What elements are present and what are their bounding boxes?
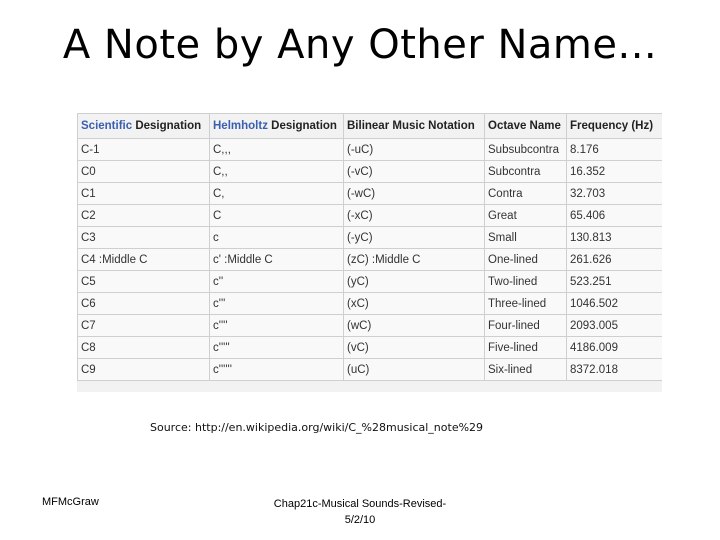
table-cell: (xC) — [344, 293, 485, 315]
column-header — [567, 114, 663, 139]
note-designation-table — [77, 113, 662, 381]
table-cell: 130.813 — [567, 227, 663, 249]
table-cell: Subcontra — [485, 161, 567, 183]
table-cell: (-wC) — [344, 183, 485, 205]
table-cell: C3 — [78, 227, 210, 249]
table-cell: C, — [210, 183, 344, 205]
table-cell: C — [210, 205, 344, 227]
table-cell: 8372.018 — [567, 359, 663, 381]
footer-chapter — [260, 496, 460, 528]
table-cell: C-1 — [78, 139, 210, 161]
table-cell: (-xC) — [344, 205, 485, 227]
table-cell: C9 — [78, 359, 210, 381]
table-row — [78, 227, 663, 249]
column-header — [485, 114, 567, 139]
table-cell: C6 — [78, 293, 210, 315]
footer-author: MFMcGraw — [42, 496, 99, 508]
header-link: Scientific — [81, 120, 133, 132]
header-label: Bilinear Music Notation — [347, 120, 475, 132]
table-row — [78, 183, 663, 205]
table-cell: C4 :Middle C — [78, 249, 210, 271]
table-cell: Two-lined — [485, 271, 567, 293]
table-cell: C0 — [78, 161, 210, 183]
table-cell: c' :Middle C — [210, 249, 344, 271]
table-cell: 8.176 — [567, 139, 663, 161]
table-cell: c'''' — [210, 315, 344, 337]
table-header-row — [78, 114, 663, 139]
table-cell: c — [210, 227, 344, 249]
header-link: Helmholtz — [213, 120, 268, 132]
footer-chapter-line1: Chap21c-Musical Sounds-Revised- — [273, 498, 447, 510]
table-cell: (-uC) — [344, 139, 485, 161]
table-cell: 261.626 — [567, 249, 663, 271]
table-cell: 32.703 — [567, 183, 663, 205]
table-cell: 16.352 — [567, 161, 663, 183]
table-cell: 1046.502 — [567, 293, 663, 315]
table-cell: C5 — [78, 271, 210, 293]
table-cell: (yC) — [344, 271, 485, 293]
source-citation: Source: http://en.wikipedia.org/wiki/C_%28musical_note%29 — [150, 421, 484, 434]
table-cell: Four-lined — [485, 315, 567, 337]
table-row — [78, 337, 663, 359]
table-cell: C,,, — [210, 139, 344, 161]
table-row — [78, 271, 663, 293]
column-header — [78, 114, 210, 139]
header-label: Frequency (Hz) — [570, 120, 654, 132]
table-cell: (wC) — [344, 315, 485, 337]
table-cell: (-vC) — [344, 161, 485, 183]
table-cell: 4186.009 — [567, 337, 663, 359]
table-cell: c'''''' — [210, 359, 344, 381]
table-row — [78, 315, 663, 337]
table-cell: 65.406 — [567, 205, 663, 227]
table-cell: Six-lined — [485, 359, 567, 381]
table-cell: 2093.005 — [567, 315, 663, 337]
table-cell: c'' — [210, 271, 344, 293]
column-header — [344, 114, 485, 139]
table-row — [78, 293, 663, 315]
table-cell: (vC) — [344, 337, 485, 359]
table-cell: One-lined — [485, 249, 567, 271]
table-cell: 523.251 — [567, 271, 663, 293]
table-cell: c''''' — [210, 337, 344, 359]
note-table-image — [77, 113, 662, 392]
header-label: Designation — [132, 120, 202, 132]
header-label: Designation — [267, 120, 337, 132]
slide-title: A Note by Any Other Name... — [62, 22, 658, 68]
table-cell: Three-lined — [485, 293, 567, 315]
table-cell: C8 — [78, 337, 210, 359]
table-cell: C1 — [78, 183, 210, 205]
table-body — [78, 139, 663, 381]
table-cell: C7 — [78, 315, 210, 337]
table-cell: (uC) — [344, 359, 485, 381]
table-cell: C,, — [210, 161, 344, 183]
table-row — [78, 359, 663, 381]
table-cell: (zC) :Middle C — [344, 249, 485, 271]
table-cell: Subsubcontra — [485, 139, 567, 161]
table-row — [78, 161, 663, 183]
table-row — [78, 249, 663, 271]
header-label: Octave Name — [488, 120, 561, 132]
table-cell: Small — [485, 227, 567, 249]
footer-chapter-line2: 5/2/10 — [344, 514, 376, 526]
table-cell: Five-lined — [485, 337, 567, 359]
table-cell: C2 — [78, 205, 210, 227]
table-cell: Contra — [485, 183, 567, 205]
table-cell: (-yC) — [344, 227, 485, 249]
table-cell: c''' — [210, 293, 344, 315]
table-row — [78, 139, 663, 161]
column-header — [210, 114, 344, 139]
table-row — [78, 205, 663, 227]
table-cell: Great — [485, 205, 567, 227]
